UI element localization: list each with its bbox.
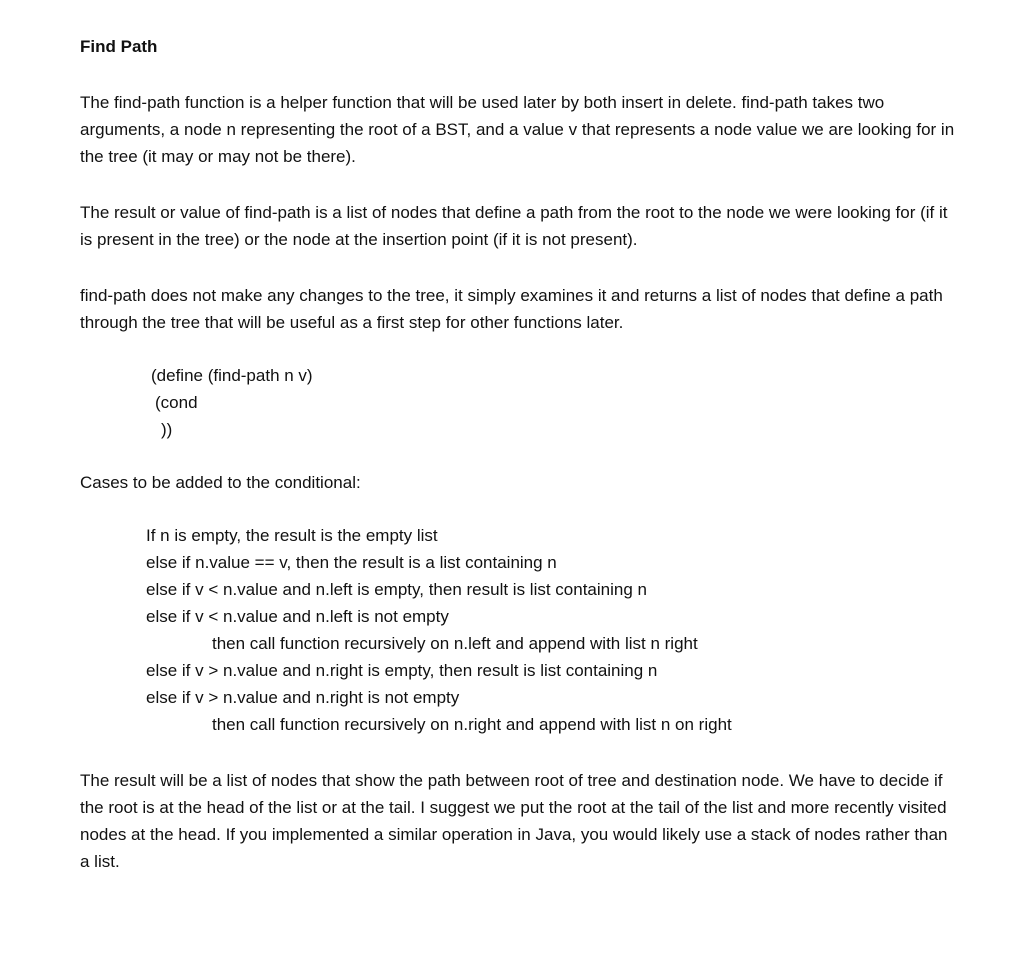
no-changes-paragraph: find-path does not make any changes to the tree, it simply examines it and returns a list of nodes that define a path through the tree that will be useful as a first step for other functions later. bbox=[80, 286, 943, 332]
code-line: )) bbox=[161, 420, 173, 439]
cases-list bbox=[146, 522, 960, 738]
case-line: else if v < n.value and n.left is not empty bbox=[146, 607, 449, 626]
case-line: else if n.value == v, then the result is a list containing n bbox=[146, 553, 557, 572]
code-line: (define (find-path n v) bbox=[151, 366, 313, 385]
case-line: else if v > n.value and n.right is empty, then result is list containing n bbox=[146, 661, 658, 680]
code-block bbox=[151, 362, 960, 443]
document-page bbox=[80, 33, 960, 875]
code-line: (cond bbox=[155, 393, 198, 412]
result-paragraph: The result or value of find-path is a list of nodes that define a path from the root to the node we were looking for (if it is present in the tree) or the node at the insertion point (if it is not present). bbox=[80, 203, 948, 249]
case-line: then call function recursively on n.right and append with list n on right bbox=[212, 715, 732, 734]
closing-paragraph: The result will be a list of nodes that show the path between root of tree and destination node. We have to decide if the root is at the head of the list or at the tail. I suggest we put the root at the tail of the list and more recently visited nodes at the head. If you implemented a similar operation in Java, you would likely use a stack of nodes rather than a list. bbox=[80, 771, 948, 871]
case-line: then call function recursively on n.left and append with list n right bbox=[212, 634, 698, 653]
intro-paragraph: The find-path function is a helper function that will be used later by both insert in delete. find-path takes two arguments, a node n representing the root of a BST, and a value v that represents a node value we are looking for in the tree (it may or may not be there). bbox=[80, 93, 955, 166]
document-title: Find Path bbox=[80, 37, 158, 56]
case-line: else if v < n.value and n.left is empty, then result is list containing n bbox=[146, 580, 647, 599]
cases-intro: Cases to be added to the conditional: bbox=[80, 473, 361, 492]
case-line: If n is empty, the result is the empty list bbox=[146, 526, 438, 545]
case-line: else if v > n.value and n.right is not empty bbox=[146, 688, 460, 707]
